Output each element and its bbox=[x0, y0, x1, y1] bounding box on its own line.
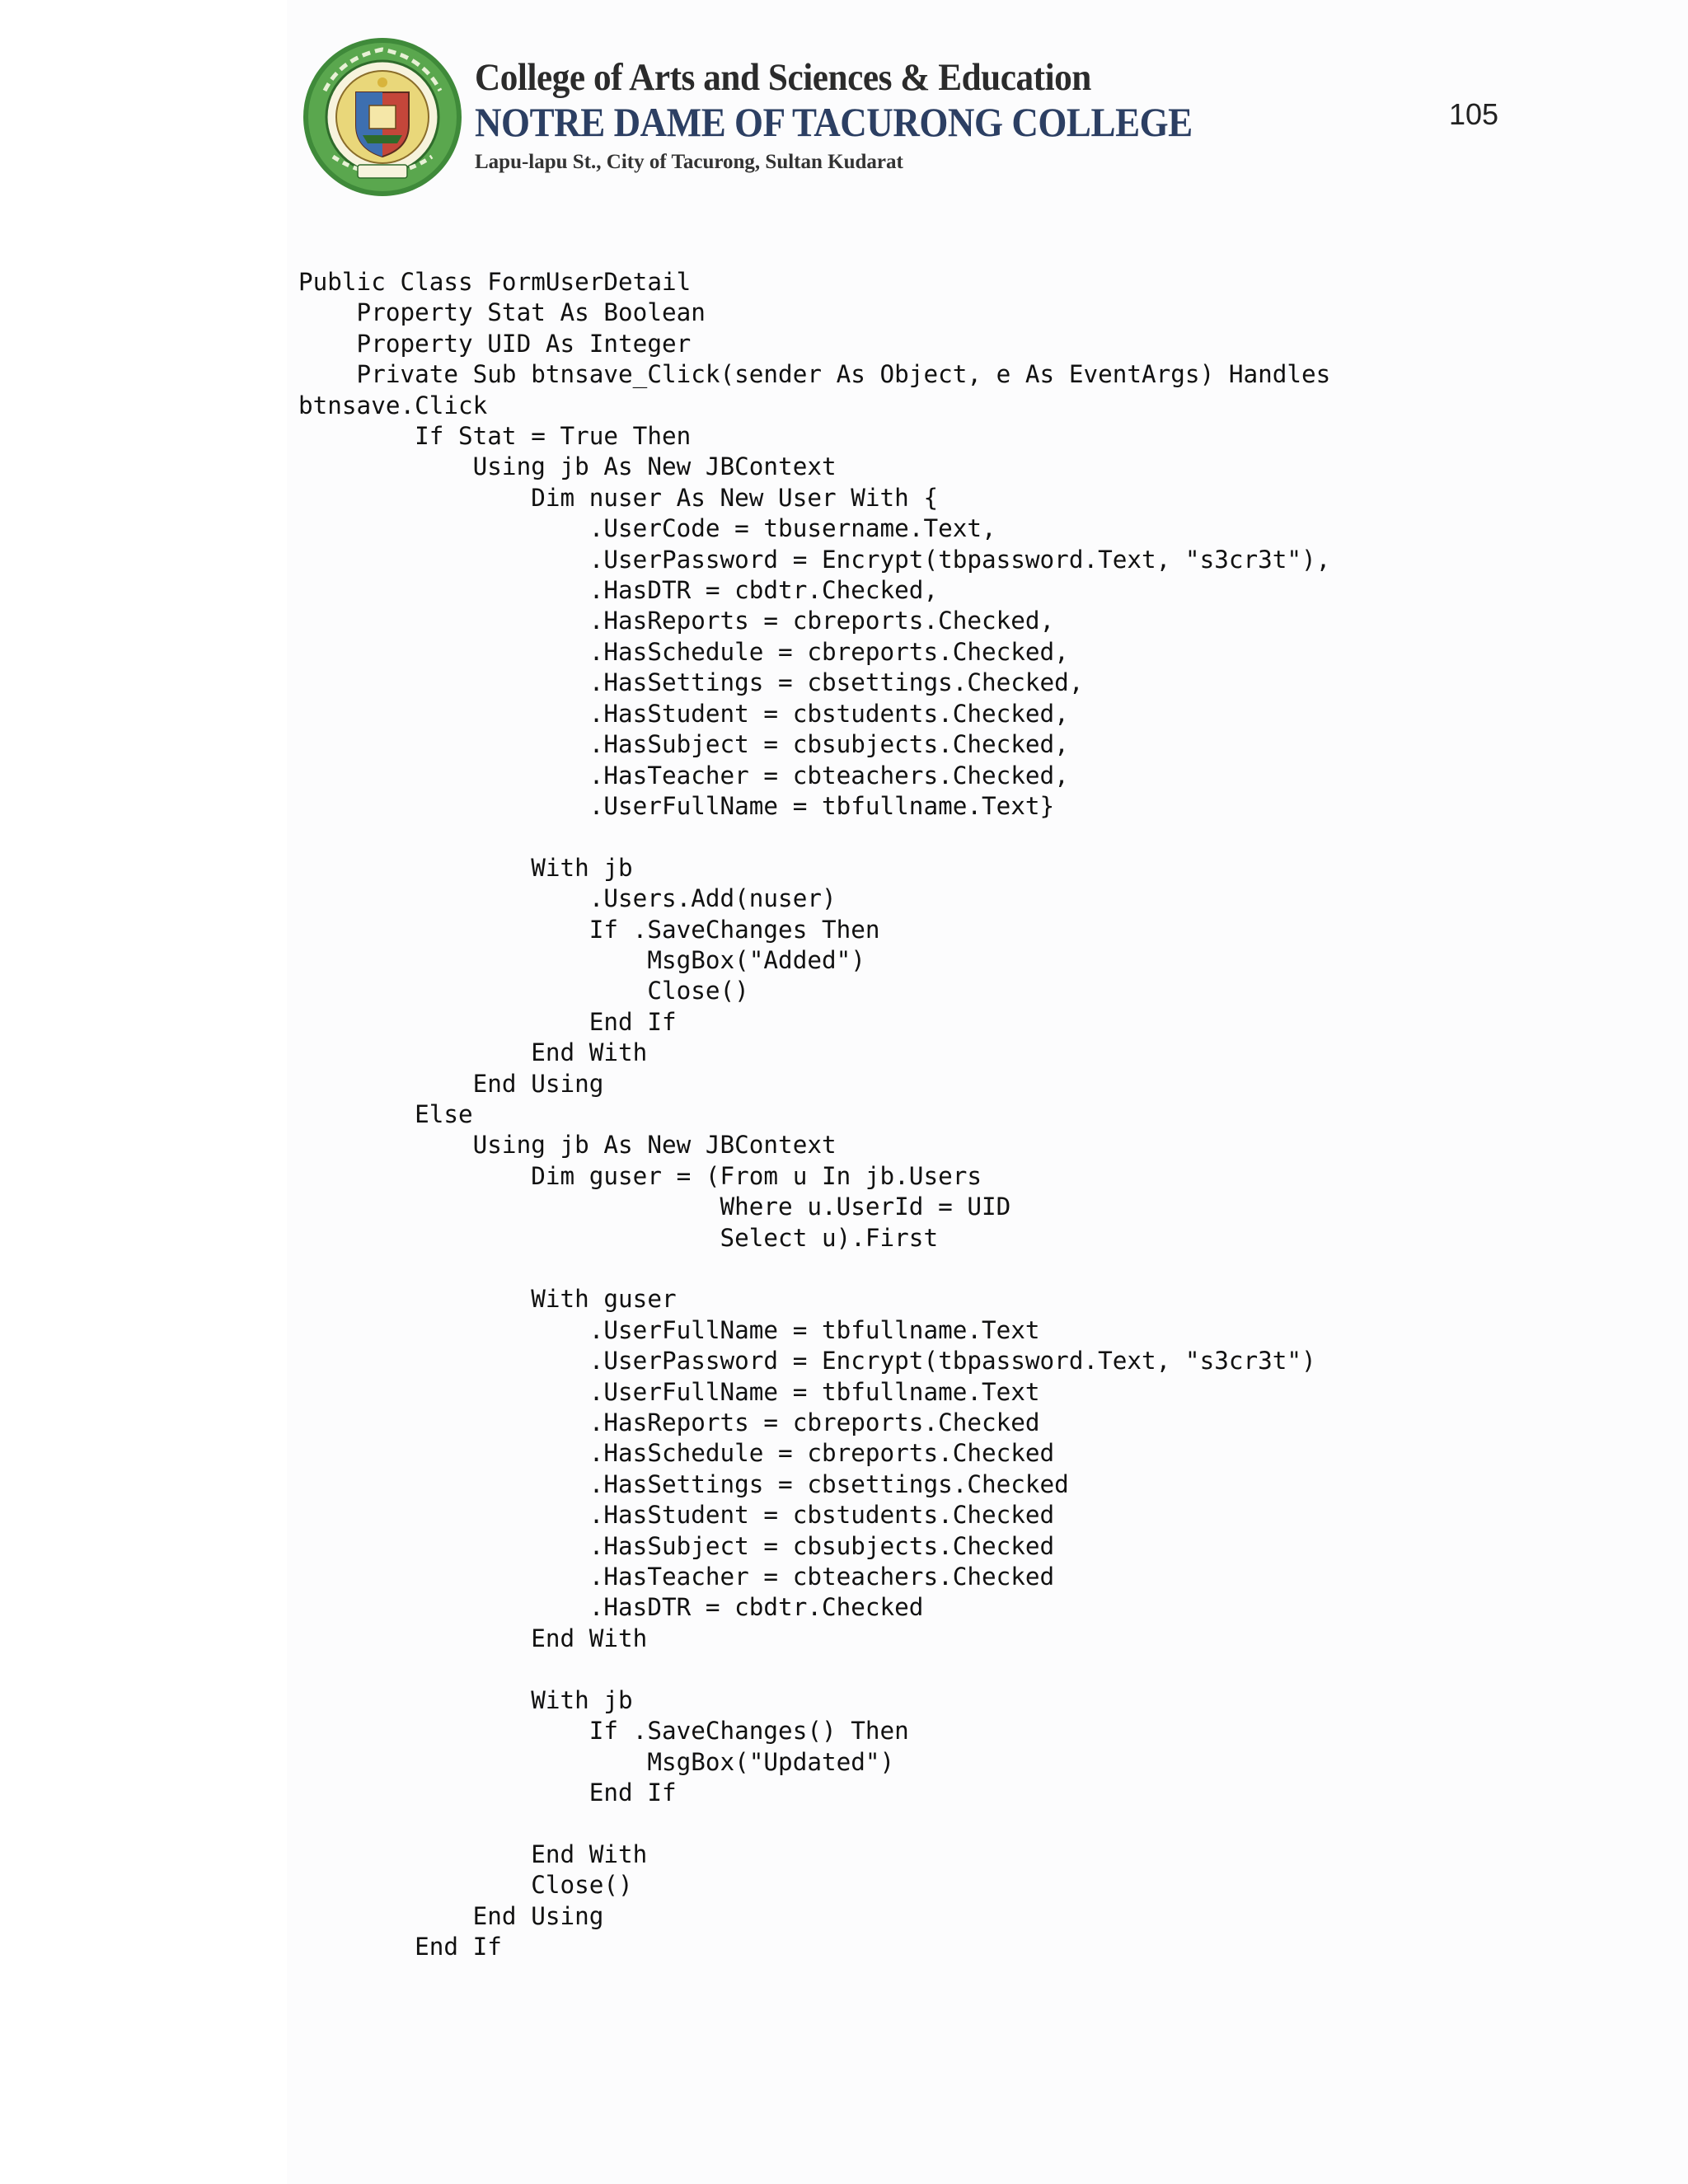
college-seal-logo bbox=[300, 33, 465, 202]
code-line: With jb bbox=[298, 1685, 633, 1714]
code-line: Using jb As New JBContext bbox=[298, 452, 837, 481]
code-line: Dim guser = (From u In jb.Users bbox=[298, 1161, 982, 1190]
code-line: If Stat = True Then bbox=[298, 422, 692, 451]
code-line: .HasTeacher = cbteachers.Checked bbox=[298, 1563, 1055, 1591]
code-line: .UserPassword = Encrypt(tbpassword.Text, "s3cr3t"), bbox=[298, 545, 1331, 574]
code-line: .HasSettings = cbsettings.Checked, bbox=[298, 668, 1084, 697]
letterhead bbox=[300, 33, 1193, 214]
code-line: Using jb As New JBContext bbox=[298, 1131, 837, 1160]
code-line: With guser bbox=[298, 1285, 677, 1314]
code-line: .UserPassword = Encrypt(tbpassword.Text, "s3cr3t") bbox=[298, 1347, 1316, 1376]
code-line: Close() bbox=[298, 977, 749, 1005]
code-line: If .SaveChanges Then bbox=[298, 915, 880, 944]
code-line: .HasTeacher = cbteachers.Checked, bbox=[298, 761, 1069, 790]
code-line: .HasStudent = cbstudents.Checked, bbox=[298, 699, 1069, 728]
code-line: .HasSubject = cbsubjects.Checked bbox=[298, 1531, 1055, 1560]
code-line: End With bbox=[298, 1840, 648, 1868]
code-line: End With bbox=[298, 1624, 648, 1652]
code-line: Dim nuser As New User With { bbox=[298, 483, 939, 512]
code-line: End If bbox=[298, 1932, 502, 1961]
code-line: .UserCode = tbusername.Text, bbox=[298, 514, 996, 543]
code-line: End If bbox=[298, 1778, 677, 1807]
code-line: Private Sub btnsave_Click(sender As Object, e As EventArgs) Handles bbox=[298, 360, 1331, 389]
code-line: Property UID As Integer bbox=[298, 329, 692, 358]
code-line: .HasSchedule = cbreports.Checked bbox=[298, 1439, 1055, 1468]
code-line: .Users.Add(nuser) bbox=[298, 884, 837, 913]
code-line: .HasStudent = cbstudents.Checked bbox=[298, 1501, 1055, 1530]
code-line: .HasReports = cbreports.Checked bbox=[298, 1408, 1040, 1437]
code-listing bbox=[298, 267, 1330, 1962]
page-number: 105 bbox=[1449, 97, 1499, 131]
code-line: End If bbox=[298, 1007, 677, 1036]
college-name: College of Arts and Sciences & Education bbox=[475, 56, 1091, 99]
code-line: Public Class FormUserDetail bbox=[298, 268, 692, 296]
code-line: .UserFullName = tbfullname.Text bbox=[298, 1315, 1040, 1344]
code-line: MsgBox("Updated") bbox=[298, 1747, 895, 1776]
school-address: Lapu-lapu St., City of Tacurong, Sultan Kudarat bbox=[475, 151, 903, 173]
code-line: End Using bbox=[298, 1901, 604, 1930]
code-line: Else bbox=[298, 1099, 473, 1128]
code-line: .HasReports = cbreports.Checked, bbox=[298, 607, 1055, 635]
code-line: Close() bbox=[298, 1871, 633, 1900]
code-line: .HasDTR = cbdtr.Checked bbox=[298, 1593, 924, 1622]
code-line: .HasSubject = cbsubjects.Checked, bbox=[298, 730, 1069, 759]
code-line: .HasSchedule = cbreports.Checked, bbox=[298, 637, 1069, 666]
code-line: .UserFullName = tbfullname.Text} bbox=[298, 791, 1055, 820]
code-line: End With bbox=[298, 1038, 648, 1067]
code-line: .HasDTR = cbdtr.Checked, bbox=[298, 576, 939, 605]
code-line: .HasSettings = cbsettings.Checked bbox=[298, 1469, 1069, 1498]
code-line: If .SaveChanges() Then bbox=[298, 1717, 909, 1746]
school-name: NOTRE DAME OF TACURONG COLLEGE bbox=[475, 99, 1193, 145]
code-line: Select u).First bbox=[298, 1223, 939, 1252]
code-line: btnsave.Click bbox=[298, 391, 488, 419]
code-line: With jb bbox=[298, 853, 633, 882]
code-line: Where u.UserId = UID bbox=[298, 1193, 1011, 1221]
code-line: End Using bbox=[298, 1069, 604, 1098]
code-line: Property Stat As Boolean bbox=[298, 298, 706, 327]
code-line: MsgBox("Added") bbox=[298, 945, 865, 974]
code-line: .UserFullName = tbfullname.Text bbox=[298, 1377, 1040, 1406]
